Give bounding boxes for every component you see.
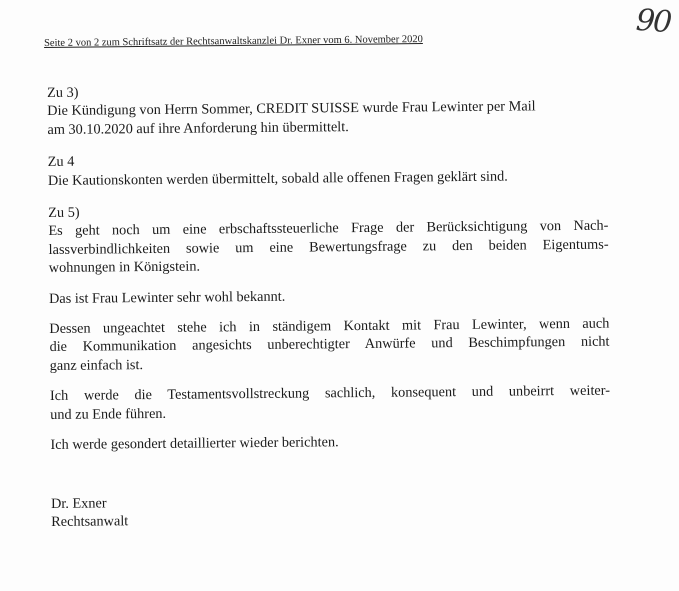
- text-line: Die Kautionskonten werden übermittelt, sobald alle offenen Fragen geklärt sind.: [47, 168, 508, 189]
- page-header: Seite 2 von 2 zum Schriftsatz der Rechtsanwaltskanzlei Dr. Exner vom 6. November 2020: [44, 34, 423, 49]
- text-line: und zu Ende führen.: [50, 405, 167, 423]
- letter-body: [47, 79, 611, 532]
- section-zu-3: [47, 79, 608, 140]
- paragraph: [50, 382, 610, 424]
- section-label: Zu 3): [47, 84, 79, 101]
- signature-name: Dr. Exner: [50, 494, 107, 512]
- text-line: Es geht noch um eine erbschaftssteuerliche Frage der Berücksichtigung von Nach-: [48, 218, 609, 240]
- signature-block: [51, 489, 611, 531]
- text-line: ganz einfach ist.: [49, 356, 144, 374]
- section-text: [47, 97, 607, 139]
- signature-title: Rechtsanwalt: [51, 513, 129, 530]
- text-line: am 30.10.2020 auf ihre Anforderung hin übermittelt.: [47, 118, 349, 138]
- section-zu-4: [48, 148, 608, 190]
- section-label: Zu 4: [47, 153, 75, 171]
- text-line: Dessen ungeachtet stehe ich in ständigem Kontakt mit Frau Lewinter, wenn auch: [49, 315, 610, 338]
- handwritten-page-number: 90: [634, 2, 672, 41]
- text-line: Das ist Frau Lewinter sehr wohl bekannt.: [48, 288, 286, 307]
- text-line: die Kommunikation angesichts unberechtigter Anwürfe und Beschimpfungen nicht: [49, 334, 610, 356]
- text-line: Die Kündigung von Herrn Sommer, CREDIT SUISSE wurde Frau Lewinter per Mail: [47, 98, 536, 120]
- section-zu-5: [48, 199, 609, 278]
- text-line: lassverbindlichkeiten sowie um eine Bewertungsfrage zu den beiden Eigentums-: [48, 236, 609, 258]
- section-text: [48, 217, 609, 278]
- paragraph: [49, 315, 610, 376]
- section-label: Zu 5): [48, 204, 80, 222]
- text-line: Ich werde die Testamentsvollstreckung sachlich, konsequent und unbeirrt weiter-: [49, 382, 611, 405]
- text-line: wohnungen in Königstein.: [48, 258, 201, 277]
- text-line: Ich werde gesondert detaillierter wieder berichten.: [50, 434, 339, 454]
